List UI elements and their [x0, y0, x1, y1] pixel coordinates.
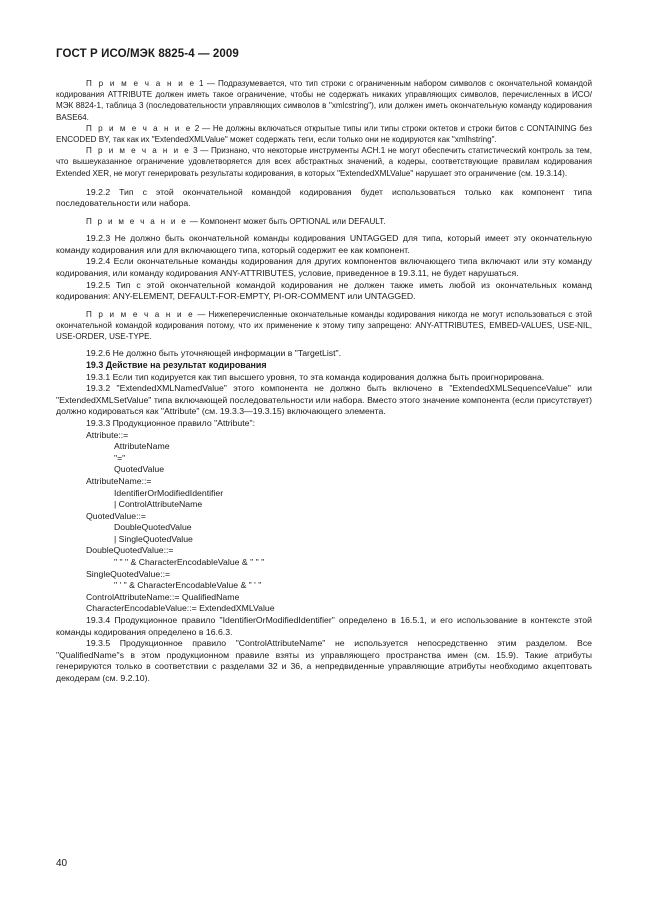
paragraph-19-3-1: 19.3.1 Если тип кодируется как тип высшего уровня, то эта команда кодирования должна быть проигнорирована.: [86, 371, 545, 382]
grammar-line: Attribute::=: [86, 429, 129, 440]
paragraph-19-2-4: 19.2.4 Если окончательные команды кодирования для других компонентов включающего типа включают или эту команду кодирования, или команду кодирования ANY-ATTRIBUTES, условие, приведенное в 19.3.11, не будет нарушаться.: [56, 256, 592, 278]
page-header: ГОСТ Р ИСО/МЭК 8825-4 — 2009: [56, 48, 239, 60]
grammar-line: | ControlAttributeName: [114, 499, 203, 510]
grammar-line: IdentifierOrModifiedIdentifier: [114, 487, 224, 498]
page-content: [56, 78, 592, 685]
paragraph-19-2-2: 19.2.2 Тип с этой окончательной командой кодирования будет использоваться только как компонент типа последовательности или набора.: [56, 186, 592, 209]
paragraph-19-2-5: 19.2.5 Тип с этой окончательной командой кодирования не должен также иметь любой из окончательных команд кодирования: ANY-ELEMENT, DEFAULT-FOR-EMPTY, PI-OR-COMMENT или UNTAGGED.: [56, 279, 592, 302]
paragraph-19-3-4: 19.3.4 Продукционное правило "IdentifierOrModifiedIdentifier" определено в 16.5.1, и его использование в контексте этой команды кодирования определено в 16.6.3.: [56, 615, 592, 637]
note-item: П р и м е ч а н и е 2 — Не должны включаться открытые типы или типы строки октетов и строки битов с CONTAINING без ENCODED BY, так как их "ExtendedXMLValue" может содержать теги, если только они не кодируются как "xmlhstring".: [56, 123, 592, 145]
grammar-line: " " " & CharacterEncodableValue & " " ": [114, 557, 265, 568]
grammar-line: "=": [114, 452, 126, 463]
grammar-line: QuotedValue: [114, 464, 165, 475]
paragraph-19-3-5: 19.3.5 Продукционное правило "ControlAttributeName" не используется непосредственно этим разделом. Все "QualifiedName"s в этом продукционном правиле взяты из управляющего пространства имен (см. 15.9). Такие атрибуты генерируются только в соответствии с разделами 32 и 36, а непредвиденные управляющие атрибуты необходимо акцептовать декодерам (см. 9.2.10).: [56, 638, 592, 684]
grammar-line: ControlAttributeName::= QualifiedName: [86, 591, 240, 602]
paragraph-19-2-3: 19.2.3 Не должно быть окончательной команды кодирования UNTAGGED для типа, который имеет эту окончательную команду кодирования или для включающего типа, который содержит ее как компонент.: [56, 233, 592, 255]
paragraph-19-3-2: 19.3.2 "ExtendedXMLNamedValue" этого компонента не должно быть включено в "ExtendedXMLSequenceValue" или "ExtendedXMLSetValue" типа включающей последовательности или набора. Вместо этого значение компонента (если присутствует) должно кодироваться как "Attribute" (см. 19.3.3—19.3.15) включающего элемента.: [56, 383, 592, 417]
grammar-line: | SingleQuotedValue: [114, 533, 193, 544]
grammar-line: " ' " & CharacterEncodableValue & " ' ": [114, 580, 262, 591]
page-number: 40: [56, 858, 68, 869]
note-item: П р и м е ч а н и е 1 — Подразумевается, что тип строки с ограниченным набором символов с окончательной командой кодирования ATTRIBUTE должен иметь такое ограничение, чтобы не содержать никаких управляющих символов, перечисленных в ИСО/МЭК 8824-1, таблица 3 (последовательности управляющих символов в "xmlcstring"), или должен иметь окончательную команду кодирования BASE64.: [56, 79, 592, 122]
grammar-line: SingleQuotedValue::=: [86, 568, 171, 579]
note-19-2-2: П р и м е ч а н и е — Компонент может быть OPTIONAL или DEFAULT.: [86, 217, 386, 227]
grammar-line: AttributeName: [114, 441, 170, 452]
grammar-line: AttributeName::=: [86, 475, 152, 486]
paragraph-19-2-6: 19.2.6 Не должно быть уточняющей информации в "TargetList".: [86, 348, 342, 359]
grammar-line: CharacterEncodableValue::= ExtendedXMLValue: [86, 603, 275, 614]
notes-top: [56, 78, 592, 179]
grammar-rules: [56, 430, 592, 616]
paragraph-19-3-3: 19.3.3 Продукционное правило "Attribute":: [86, 417, 256, 428]
note-item: П р и м е ч а н и е 3 — Признано, что некоторые инструменты ACH.1 не могут обеспечить статистический контроль за тем, что вышеуказанное ограничение удовлетворяется для всех абстрактных значений, а кодеры, соответствующие правилам кодирования Extended XER, не могут генерировать результаты кодирования, в которых "ExtendedXMLValue" нарушает это ограничение (см. 19.3.14).: [56, 146, 592, 178]
grammar-line: DoubleQuotedValue::=: [86, 545, 174, 556]
note-19-2-5: П р и м е ч а н и е — Нижеперечисленные окончательные команды кодирования никогда не могут использоваться с этой окончательной командой кодирования потому, что их применение к этому типу запрещено: ANY-ATTRIBUTES, EMBED-VALUES, USE-NIL, USE-ORDER, USE-TYPE.: [56, 309, 592, 342]
grammar-line: DoubleQuotedValue: [114, 522, 192, 533]
grammar-line: QuotedValue::=: [86, 510, 146, 521]
section-heading-19-3: 19.3 Действие на результат кодирования: [86, 359, 267, 370]
